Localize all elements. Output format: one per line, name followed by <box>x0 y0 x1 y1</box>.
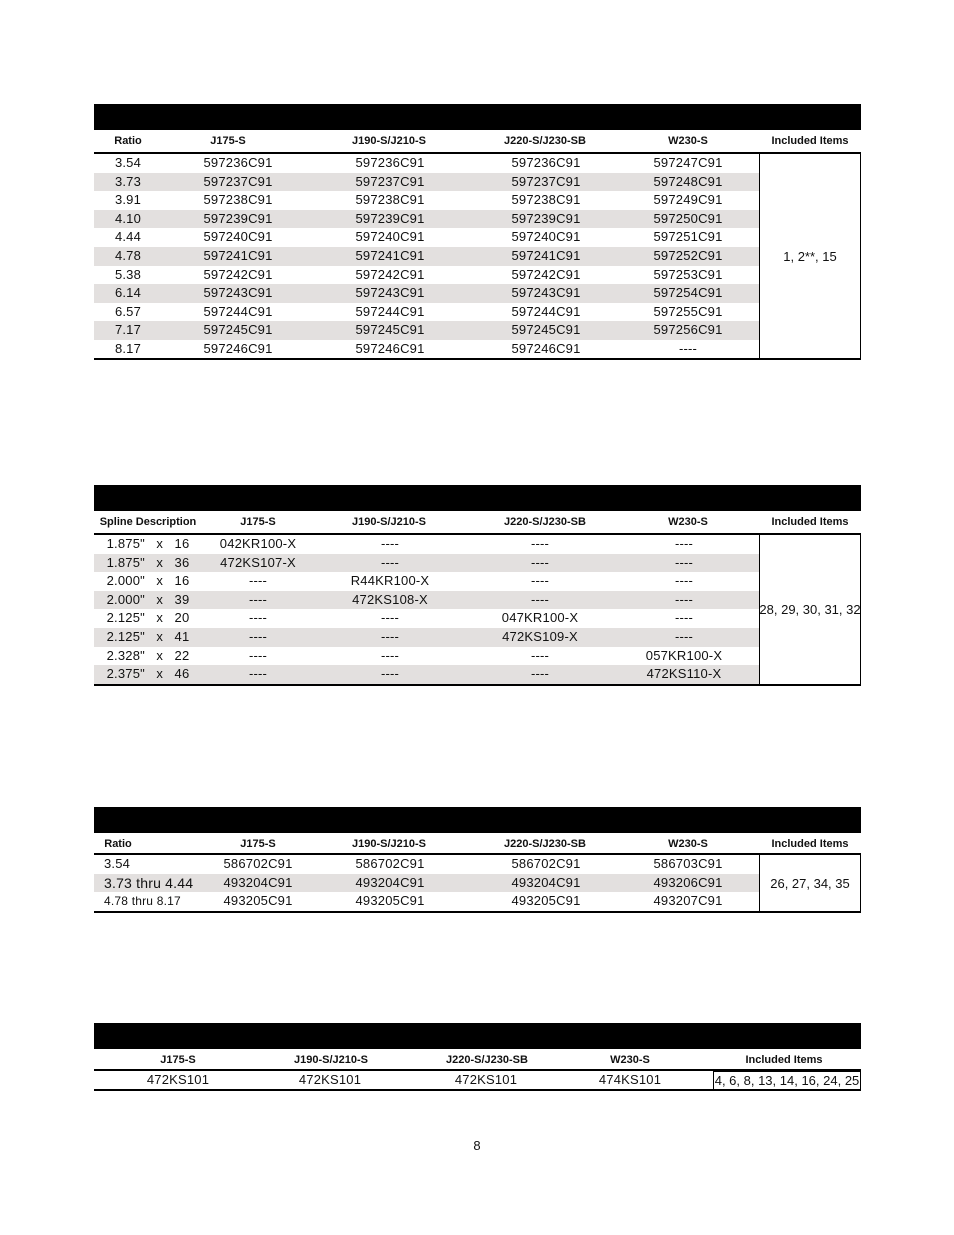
part-cell: 597249C91 <box>653 192 723 208</box>
ratio-cell: 3.73 <box>114 173 142 189</box>
page-number: 8 <box>473 1138 481 1153</box>
part-cell: ---- <box>380 647 400 663</box>
part-cell: 597240C91 <box>355 229 425 245</box>
part-cell: ---- <box>380 666 400 682</box>
header-j220: J220-S/J230-SB <box>504 838 586 850</box>
spline-cell: 1.875" x 36 <box>106 554 190 570</box>
table-body <box>94 154 861 360</box>
part-cell: 597246C91 <box>511 341 581 356</box>
ratio-cell: 4.44 <box>114 229 142 245</box>
part-cell: 597239C91 <box>355 210 425 226</box>
table-row <box>94 554 760 573</box>
table-row <box>94 210 760 229</box>
part-cell: ---- <box>248 591 268 607</box>
part-cell: ---- <box>530 573 550 589</box>
part-cell: 597237C91 <box>355 173 425 189</box>
part-cell: 472KS107-X <box>220 554 296 570</box>
part-cell: 586702C91 <box>355 856 425 871</box>
spline-cell: 1.875" x 16 <box>106 536 190 551</box>
part-cell: ---- <box>530 666 550 682</box>
part-cell: ---- <box>674 591 694 607</box>
part-cell: ---- <box>530 554 550 570</box>
header-w230: W230-S <box>668 516 708 528</box>
header-j220: J220-S/J230-SB <box>504 135 586 147</box>
part-cell: 597243C91 <box>203 285 273 301</box>
part-cell: 042KR100-X <box>219 536 297 551</box>
part-cell: 597237C91 <box>203 173 273 189</box>
header-j220: J220-S/J230-SB <box>504 516 586 528</box>
part-cell: 493205C91 <box>355 893 425 909</box>
part-cell: 597253C91 <box>653 266 723 282</box>
part-cell: ---- <box>530 647 550 663</box>
table-row <box>94 665 760 684</box>
ratio-cell: 8.17 <box>114 341 142 356</box>
part-cell: 597245C91 <box>511 322 581 338</box>
part-cell: ---- <box>248 666 268 682</box>
part-cell: ---- <box>674 610 694 626</box>
table-row <box>94 266 760 285</box>
table-row <box>94 228 760 247</box>
header-j220: J220-S/J230-SB <box>446 1054 528 1066</box>
included-items-cell <box>759 855 861 913</box>
part-cell: 597244C91 <box>355 303 425 319</box>
part-cell: 493207C91 <box>653 893 723 909</box>
header-j190: J190-S/J210-S <box>352 838 426 850</box>
part-cell: ---- <box>248 573 268 589</box>
table-title-bar <box>94 1023 861 1049</box>
table-row <box>94 874 760 893</box>
part-cell: 597241C91 <box>511 248 581 263</box>
part-cell: 597238C91 <box>355 192 425 208</box>
part-cell: ---- <box>380 629 400 644</box>
spline-cell: 2.000" x 16 <box>106 573 190 589</box>
part-cell: 047KR100-X <box>501 610 579 626</box>
spline-cell: 2.000" x 39 <box>106 591 190 607</box>
included-items-text: 4, 6, 8, 13, 14, 16, 24, 25 <box>714 1073 860 1088</box>
part-cell: 597242C91 <box>511 266 581 282</box>
part-cell: 474KS101 <box>598 1072 662 1087</box>
header-included: Included Items <box>745 1054 823 1066</box>
part-cell: 597238C91 <box>203 192 273 208</box>
part-cell: 597242C91 <box>355 266 425 282</box>
part-cell: ---- <box>248 647 268 663</box>
part-cell: 597247C91 <box>653 155 723 170</box>
part-cell: ---- <box>674 554 694 570</box>
part-cell: 597246C91 <box>355 341 425 356</box>
part-cell: ---- <box>248 610 268 626</box>
included-items-cell <box>759 535 861 686</box>
part-cell: 597246C91 <box>203 341 273 356</box>
part-cell: 597236C91 <box>203 155 273 170</box>
table-row <box>94 154 760 173</box>
header-included: Included Items <box>771 516 849 528</box>
header-ratio: Ratio <box>104 838 132 850</box>
part-cell: ---- <box>674 536 694 551</box>
part-cell: ---- <box>530 591 550 607</box>
part-cell: 586702C91 <box>223 856 293 871</box>
single-row-parts-table <box>94 1023 861 1091</box>
header-j175: J175-S <box>240 516 276 528</box>
ratio-cell: 4.10 <box>114 210 142 226</box>
part-cell: 472KS109-X <box>502 629 578 644</box>
header-included: Included Items <box>771 135 849 147</box>
part-cell: 597244C91 <box>511 303 581 319</box>
header-j190: J190-S/J210-S <box>294 1054 368 1066</box>
spline-cell: 2.375" x 46 <box>106 666 190 682</box>
part-cell: 597243C91 <box>355 285 425 301</box>
part-cell: ---- <box>248 629 268 644</box>
header-j175: J175-S <box>160 1054 196 1066</box>
table-title-bar <box>94 485 861 511</box>
header-ratio: Ratio <box>114 135 142 147</box>
table-row <box>94 247 760 266</box>
part-cell: 493205C91 <box>223 893 293 909</box>
part-cell: 597242C91 <box>203 266 273 282</box>
included-items-text: 26, 27, 34, 35 <box>770 875 850 891</box>
ratio-cell: 3.54 <box>104 856 131 871</box>
part-cell: 493206C91 <box>653 874 723 890</box>
part-cell: 597250C91 <box>653 210 723 226</box>
table-row <box>94 647 760 666</box>
table-body <box>94 535 861 686</box>
part-cell: ---- <box>674 629 694 644</box>
ratio-cell: 3.73 thru 4.44 <box>104 874 194 891</box>
header-j190: J190-S/J210-S <box>352 135 426 147</box>
table-header <box>94 833 861 855</box>
table-row <box>94 284 760 303</box>
table-row <box>94 173 760 192</box>
header-j190: J190-S/J210-S <box>352 516 426 528</box>
part-cell: 472KS101 <box>454 1072 518 1087</box>
table-header <box>94 130 861 154</box>
table-body <box>94 855 861 913</box>
spline-parts-table <box>94 485 861 686</box>
part-cell: 597243C91 <box>511 285 581 301</box>
table-header <box>94 511 861 535</box>
spline-cell: 2.125" x 41 <box>106 629 190 644</box>
part-cell: ---- <box>530 536 550 551</box>
header-w230: W230-S <box>668 135 708 147</box>
part-cell: 493205C91 <box>511 893 581 909</box>
part-cell: 057KR100-X <box>645 647 723 663</box>
table-row <box>94 1071 714 1090</box>
ratio-cell: 4.78 <box>114 248 142 263</box>
ratio-range-parts-table <box>94 807 861 913</box>
ratio-cell: 5.38 <box>114 266 142 282</box>
table-row <box>94 321 760 340</box>
included-items-text: 28, 29, 30, 31, 32 <box>759 602 861 617</box>
included-items-cell <box>759 154 861 360</box>
table-row <box>94 572 760 591</box>
ratio-cell: 3.54 <box>114 155 142 170</box>
part-cell: 597241C91 <box>203 248 273 263</box>
part-cell: 597238C91 <box>511 192 581 208</box>
spline-cell: 2.328" x 22 <box>106 647 190 663</box>
part-cell: 472KS110-X <box>646 666 722 682</box>
part-cell: 597256C91 <box>653 322 723 338</box>
ratio-parts-table <box>94 104 861 360</box>
part-cell: 586703C91 <box>653 856 723 871</box>
part-cell: 586702C91 <box>511 856 581 871</box>
included-items-text: 1, 2**, 15 <box>783 248 837 264</box>
table-row <box>94 855 760 874</box>
table-row <box>94 892 760 911</box>
part-cell: 597240C91 <box>203 229 273 245</box>
header-j175: J175-S <box>210 135 246 147</box>
ratio-cell: 7.17 <box>114 322 142 338</box>
part-cell: 597254C91 <box>653 285 723 301</box>
header-j175: J175-S <box>240 838 276 850</box>
table-row <box>94 591 760 610</box>
part-cell: 597255C91 <box>653 303 723 319</box>
part-cell: 597236C91 <box>355 155 425 170</box>
part-cell: ---- <box>380 610 400 626</box>
part-cell: 597244C91 <box>203 303 273 319</box>
ratio-cell: 4.78 thru 8.17 <box>104 894 181 909</box>
table-row <box>94 535 760 554</box>
part-cell: 597251C91 <box>653 229 723 245</box>
part-cell: 493204C91 <box>355 874 425 890</box>
part-cell: 493204C91 <box>511 874 581 890</box>
header-w230: W230-S <box>668 838 708 850</box>
table-title-bar <box>94 104 861 130</box>
table-body <box>94 1071 861 1091</box>
header-spline-description: Spline Description <box>99 516 197 528</box>
ratio-cell: 3.91 <box>114 192 142 208</box>
part-cell: 597237C91 <box>511 173 581 189</box>
part-cell: 472KS101 <box>146 1072 210 1087</box>
part-cell: 597236C91 <box>511 155 581 170</box>
part-cell: 597245C91 <box>355 322 425 338</box>
table-row <box>94 609 760 628</box>
part-cell: R44KR100-X <box>350 573 430 589</box>
table-row <box>94 340 760 359</box>
header-w230: W230-S <box>610 1054 650 1066</box>
part-cell: 597239C91 <box>511 210 581 226</box>
part-cell: ---- <box>678 341 698 356</box>
table-row <box>94 191 760 210</box>
table-title-bar <box>94 807 861 833</box>
ratio-cell: 6.14 <box>114 285 142 301</box>
part-cell: 597239C91 <box>203 210 273 226</box>
part-cell: 597240C91 <box>511 229 581 245</box>
part-cell: 472KS101 <box>298 1072 362 1087</box>
part-cell: ---- <box>380 554 400 570</box>
ratio-cell: 6.57 <box>114 303 142 319</box>
part-cell: 597241C91 <box>355 248 425 263</box>
part-cell: 472KS108-X <box>352 591 428 607</box>
part-cell: ---- <box>380 536 400 551</box>
table-row <box>94 628 760 647</box>
table-row <box>94 303 760 322</box>
part-cell: 493204C91 <box>223 874 293 890</box>
table-header <box>94 1049 861 1071</box>
part-cell: 597245C91 <box>203 322 273 338</box>
part-cell: ---- <box>674 573 694 589</box>
header-included: Included Items <box>771 838 849 850</box>
part-cell: 597248C91 <box>653 173 723 189</box>
included-items-cell <box>713 1071 861 1091</box>
part-cell: 597252C91 <box>653 248 723 263</box>
spline-cell: 2.125" x 20 <box>106 610 190 626</box>
